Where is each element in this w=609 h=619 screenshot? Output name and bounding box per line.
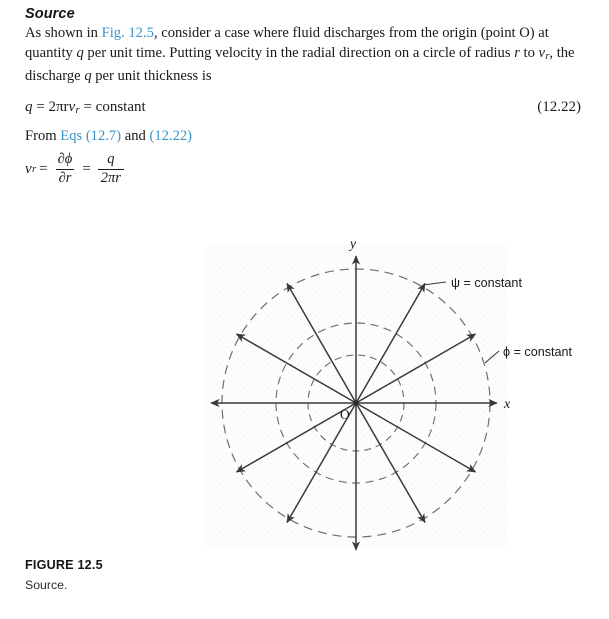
equation-12-22-v-subscript: r bbox=[75, 104, 80, 117]
eq2-fraction-1-denominator: ∂r bbox=[56, 169, 75, 187]
variable-v-subscript: r bbox=[545, 50, 550, 62]
equation-link-12-22[interactable]: (12.22) bbox=[149, 128, 193, 144]
equation-12-22 bbox=[25, 97, 146, 120]
paragraph-part-3: per unit time. Putting velocity in the radial direction on a circle of radius bbox=[83, 44, 515, 61]
eq2-lhs-v: v bbox=[25, 160, 32, 177]
origin-point bbox=[353, 400, 358, 405]
from-equations-line bbox=[25, 126, 192, 146]
paragraph-part-2: , consider a case where fluid discharges from the origin (point O) at quantity bbox=[25, 25, 549, 61]
eq2-fraction-2-denominator: 2πr bbox=[98, 169, 124, 187]
variable-v: v bbox=[538, 44, 546, 61]
equation-vr-derivation bbox=[25, 152, 128, 186]
origin-label: O bbox=[340, 407, 350, 422]
figure-caption-text: Source. bbox=[25, 578, 68, 592]
equation-12-22-v: v bbox=[68, 99, 76, 115]
body-paragraph bbox=[25, 24, 581, 86]
paragraph-part-1: As shown in bbox=[25, 25, 102, 41]
eq2-equals-2: = bbox=[82, 160, 91, 177]
equation-12-22-mid: = 2πr bbox=[36, 99, 69, 115]
from-middle: and bbox=[121, 128, 150, 144]
variable-r: r bbox=[514, 44, 520, 61]
figure-cross-reference-link[interactable]: Fig. 12.5 bbox=[101, 25, 154, 41]
eq2-fraction-2-numerator: q bbox=[107, 151, 115, 167]
section-title: Source bbox=[25, 6, 75, 22]
figure-caption-title: FIGURE 12.5 bbox=[25, 558, 103, 572]
paragraph-part-6: per unit thickness is bbox=[91, 67, 212, 84]
source-flow-diagram bbox=[0, 228, 609, 558]
phi-constant-annotation: ϕ = constant bbox=[503, 345, 573, 359]
eq2-equals-1: = bbox=[39, 160, 48, 177]
paragraph-part-4: to bbox=[519, 44, 539, 61]
figure-12-5 bbox=[0, 228, 609, 558]
variable-q-2: q bbox=[84, 67, 92, 84]
x-axis-label: x bbox=[504, 397, 511, 412]
equation-12-22-rhs: = constant bbox=[83, 99, 146, 115]
psi-constant-annotation: ψ = constant bbox=[451, 276, 522, 290]
equation-link-12-7[interactable]: Eqs (12.7) bbox=[60, 128, 122, 144]
equation-12-22-number: (12.22) bbox=[537, 99, 581, 115]
eq2-lhs-v-subscript: r bbox=[31, 163, 37, 176]
eq2-fraction-2 bbox=[98, 152, 124, 186]
eq2-fraction-1 bbox=[55, 152, 76, 186]
y-axis-label: y bbox=[349, 237, 357, 252]
paragraph-part-5: , the discharge bbox=[25, 44, 575, 84]
variable-q-1: q bbox=[76, 44, 84, 61]
eq2-fraction-1-numerator: ∂ϕ bbox=[57, 151, 73, 167]
from-prefix: From bbox=[25, 128, 61, 144]
equation-12-22-lhs: q bbox=[25, 99, 33, 115]
